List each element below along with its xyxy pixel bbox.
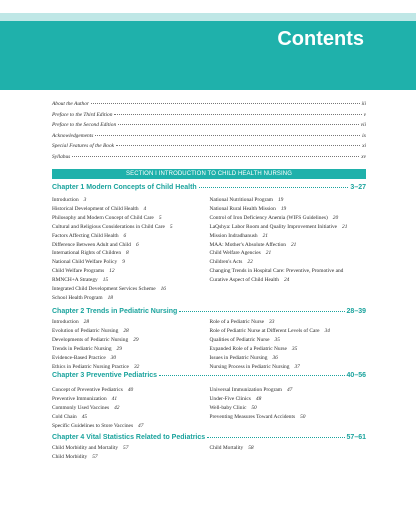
topic-page: 33 bbox=[269, 319, 275, 325]
chapter-topics bbox=[52, 196, 366, 303]
topic-entry[interactable] bbox=[210, 336, 367, 345]
topic-page: 6 bbox=[135, 241, 139, 248]
topic-title: Developments of Pediatric Nursing bbox=[52, 336, 129, 343]
dot-leader bbox=[159, 375, 344, 376]
topic-title: Child Welfare Agencies bbox=[209, 250, 261, 257]
topic-page: 58 bbox=[248, 445, 254, 451]
topic-page: 42 bbox=[114, 404, 120, 411]
chapter-heading[interactable] bbox=[52, 434, 366, 444]
topic-title: National Rural Health Mission bbox=[209, 205, 276, 212]
topic-entry[interactable] bbox=[210, 214, 367, 223]
front-matter-label: Preface to the Third Edition bbox=[52, 111, 113, 118]
topic-entry[interactable] bbox=[52, 285, 210, 294]
front-matter-page: xi bbox=[362, 143, 366, 150]
dot-leader bbox=[95, 135, 360, 136]
page-title: Contents bbox=[277, 28, 364, 50]
topic-title: MAA: Mother's Absolute Affection bbox=[209, 241, 286, 248]
topic-page: 37 bbox=[294, 363, 300, 370]
dot-leader bbox=[72, 156, 359, 157]
chapter-title: Chapter 2 Trends in Pediatric Nursing bbox=[52, 308, 178, 315]
topic-title: Role of a Pediatric Nurse bbox=[209, 319, 264, 325]
topic-title: Commonly Used Vaccines bbox=[52, 404, 110, 411]
topic-entry[interactable] bbox=[52, 336, 210, 345]
topic-page: 19 bbox=[277, 197, 284, 203]
chapter-page-range: 3–27 bbox=[350, 184, 366, 191]
front-matter-row[interactable] bbox=[52, 154, 366, 165]
topic-title: Qualities of Pediatric Nurse bbox=[209, 336, 270, 343]
topic-title: Control of Iron Deficiency Anemia (WIFS Guidelines) bbox=[209, 214, 328, 221]
chapter-topics bbox=[52, 318, 366, 371]
front-matter-row[interactable] bbox=[52, 133, 366, 144]
topic-entry[interactable] bbox=[52, 345, 210, 354]
topic-title: Under-Five Clinics bbox=[209, 395, 251, 402]
topic-title: Universal Immunization Program bbox=[209, 387, 282, 393]
topic-title: Ethics in Pediatric Nursing Practice bbox=[52, 363, 129, 370]
topic-entry[interactable] bbox=[52, 422, 210, 431]
topic-entry[interactable] bbox=[210, 267, 367, 285]
topic-page: 30 bbox=[110, 354, 117, 361]
front-matter-list bbox=[52, 101, 366, 165]
topic-column-right bbox=[210, 444, 367, 462]
topic-entry[interactable] bbox=[52, 232, 210, 241]
topic-entry[interactable] bbox=[52, 205, 210, 214]
front-matter-row[interactable] bbox=[52, 143, 366, 154]
dot-leader bbox=[118, 124, 358, 125]
topic-page: 20 bbox=[332, 214, 339, 221]
dot-leader bbox=[91, 103, 359, 104]
topic-title: Difference Between Adult and Child bbox=[52, 241, 131, 248]
topic-entry[interactable] bbox=[52, 404, 210, 413]
topic-page: 32 bbox=[133, 363, 140, 370]
dot-leader bbox=[207, 437, 344, 438]
topic-title: Concept of Preventive Pediatrics bbox=[52, 387, 123, 393]
topic-entry[interactable] bbox=[52, 327, 210, 336]
front-matter-label: Syllabus bbox=[52, 153, 71, 160]
chapter-title: Chapter 4 Vital Statistics Related to Pediatrics bbox=[52, 434, 206, 441]
front-matter-label: Special Features of the Book bbox=[52, 143, 115, 150]
topic-page: 57 bbox=[123, 445, 129, 451]
topic-entry[interactable] bbox=[210, 413, 367, 422]
front-matter-page: vii bbox=[360, 122, 366, 129]
topic-title: Child Welfare Programs bbox=[52, 268, 105, 275]
topic-title: Specific Guidelines to Store Vaccines bbox=[52, 422, 134, 429]
topic-entry[interactable] bbox=[210, 196, 367, 205]
topic-page: 18 bbox=[107, 294, 113, 301]
topic-title: Cultural and Religious Considerations in Child Care bbox=[52, 223, 165, 230]
topic-page: 3 bbox=[83, 197, 87, 203]
topic-title: Expanded Role of a Pediatric Nurse bbox=[209, 345, 287, 352]
topic-entry[interactable] bbox=[210, 258, 367, 267]
topic-entry[interactable] bbox=[52, 214, 210, 223]
topic-page: 24 bbox=[283, 277, 290, 284]
dot-leader bbox=[199, 187, 349, 188]
topic-entry[interactable] bbox=[210, 249, 367, 258]
topic-column-right bbox=[210, 386, 367, 431]
topic-entry[interactable] bbox=[210, 327, 367, 336]
topic-page: 21 bbox=[290, 241, 297, 248]
topic-title: National Nutritional Program bbox=[209, 197, 273, 203]
topic-page: 34 bbox=[324, 327, 330, 334]
topic-column-left bbox=[52, 196, 210, 303]
topic-title: International Rights of Children bbox=[52, 250, 122, 257]
topic-title: Issues in Pediatric Nursing bbox=[209, 354, 268, 361]
topic-page: 12 bbox=[109, 268, 115, 275]
topic-page: 5 bbox=[158, 214, 162, 221]
topic-entry[interactable] bbox=[210, 386, 367, 395]
topic-entry[interactable] bbox=[52, 196, 210, 205]
chapter-topics bbox=[52, 386, 366, 431]
topic-title: Evolution of Pediatric Nursing bbox=[52, 327, 119, 334]
topic-title: Trends in Pediatric Nursing bbox=[52, 345, 112, 352]
topic-entry[interactable] bbox=[52, 395, 210, 404]
topic-entry[interactable] bbox=[52, 386, 210, 395]
front-matter-row[interactable] bbox=[52, 101, 366, 112]
chapter-heading[interactable] bbox=[52, 184, 366, 194]
topic-entry[interactable] bbox=[52, 249, 210, 258]
topic-page: 45 bbox=[81, 413, 88, 420]
topic-title: School Health Program bbox=[52, 294, 103, 301]
topic-title: Mission Indradhanush bbox=[209, 232, 258, 239]
front-matter-page: ix bbox=[362, 132, 366, 139]
topic-title: Introduction bbox=[52, 197, 79, 203]
topic-entry[interactable] bbox=[52, 241, 210, 250]
topic-page: 4 bbox=[143, 205, 147, 212]
chapter-heading[interactable] bbox=[52, 372, 366, 382]
topic-entry[interactable] bbox=[210, 354, 367, 363]
topic-entry[interactable] bbox=[52, 294, 210, 303]
topic-entry[interactable] bbox=[210, 395, 367, 404]
contents-banner bbox=[0, 0, 416, 90]
dot-leader bbox=[116, 145, 360, 146]
dot-leader bbox=[179, 311, 344, 312]
front-matter-row[interactable] bbox=[52, 122, 366, 133]
front-matter-label: About the Author bbox=[52, 101, 90, 107]
topic-page: 5 bbox=[169, 223, 173, 230]
topic-entry[interactable] bbox=[210, 363, 367, 372]
topic-page: 48 bbox=[255, 395, 262, 402]
topic-title: Historical Development of Child Health bbox=[52, 205, 139, 212]
front-matter-page: iii bbox=[361, 101, 366, 107]
topic-column-left bbox=[52, 318, 210, 371]
topic-page: 21 bbox=[265, 250, 272, 257]
topic-page: 29 bbox=[133, 336, 139, 343]
topic-entry[interactable] bbox=[52, 258, 210, 267]
topic-page: 40 bbox=[127, 387, 134, 393]
topic-title: Integrated Child Development Services Scheme bbox=[52, 286, 156, 293]
topic-entry[interactable] bbox=[52, 267, 210, 276]
section-heading: SECTION I INTRODUCTION TO CHILD HEALTH NURSING bbox=[52, 169, 366, 179]
front-matter-page: v bbox=[363, 111, 366, 118]
topic-title: Preventing Measures Toward Accidents bbox=[209, 413, 296, 420]
topic-title: RMNCH+A Strategy bbox=[52, 277, 98, 284]
chapter-page-range: 28–39 bbox=[346, 308, 366, 315]
topic-column-left bbox=[52, 444, 210, 462]
topic-entry[interactable] bbox=[210, 345, 367, 354]
banner-light-band bbox=[0, 13, 416, 21]
topic-title: Introduction bbox=[52, 319, 79, 325]
topic-page: 6 bbox=[123, 232, 127, 239]
topic-entry[interactable] bbox=[52, 413, 210, 422]
topic-title: National Child Welfare Policy bbox=[52, 259, 118, 266]
topic-page: 15 bbox=[102, 277, 109, 284]
front-matter-row[interactable] bbox=[52, 112, 366, 123]
topic-title: Changing Trends in Hospital Care: Preventive, Promotive and Curative Aspect of Child Health bbox=[209, 268, 344, 284]
topic-page: 47 bbox=[286, 387, 293, 393]
topic-title: Philosophy and Modern Concept of Child Care bbox=[52, 214, 154, 221]
topic-page: 16 bbox=[160, 286, 166, 293]
topic-page: 47 bbox=[138, 422, 144, 429]
topic-title: Cold Chain bbox=[52, 413, 77, 420]
topic-title: Evidence-Based Practice bbox=[52, 354, 106, 361]
topic-entry[interactable] bbox=[52, 276, 210, 285]
topic-title: Factors Affecting Child Health bbox=[52, 232, 119, 239]
topic-entry[interactable] bbox=[52, 318, 210, 327]
topic-page: 9 bbox=[122, 259, 125, 266]
front-matter-label: Acknowledgements bbox=[52, 132, 94, 139]
topic-page: 21 bbox=[342, 223, 348, 230]
chapter-page-range: 57–61 bbox=[346, 434, 366, 441]
topic-title: Role of Pediatric Nurse at Different Levels of Care bbox=[209, 327, 320, 334]
topic-page: 36 bbox=[272, 354, 278, 361]
topic-column-left bbox=[52, 386, 210, 431]
chapter-heading[interactable] bbox=[52, 308, 366, 318]
topic-page: 35 bbox=[274, 336, 280, 343]
topic-page: 50 bbox=[251, 404, 257, 411]
topic-title: Well-baby Clinic bbox=[209, 404, 247, 411]
topic-page: 22 bbox=[247, 259, 253, 266]
banner-top-margin bbox=[0, 0, 416, 13]
topic-page: 35 bbox=[291, 345, 298, 352]
topic-title: Children's Acts bbox=[209, 259, 243, 266]
topic-entry[interactable] bbox=[52, 363, 210, 372]
topic-entry[interactable] bbox=[210, 318, 367, 327]
topic-entry[interactable] bbox=[52, 223, 210, 232]
topic-entry[interactable] bbox=[210, 241, 367, 250]
topic-entry[interactable] bbox=[52, 444, 210, 453]
topic-title: Nursing Process in Pediatric Nursing bbox=[209, 363, 290, 370]
topic-page: 50 bbox=[300, 413, 306, 420]
topic-page: 21 bbox=[262, 232, 268, 239]
topic-page: 28 bbox=[123, 327, 129, 334]
topic-entry[interactable] bbox=[52, 453, 210, 462]
topic-title: Child Mortality bbox=[209, 445, 244, 451]
topic-page: 28 bbox=[83, 319, 90, 325]
dot-leader bbox=[114, 114, 361, 115]
topic-entry[interactable] bbox=[210, 404, 367, 413]
topic-title: LaQshya: Labor Room and Quality Improvement Initiative bbox=[209, 223, 338, 230]
front-matter-page: xv bbox=[361, 153, 366, 160]
topic-entry[interactable] bbox=[52, 354, 210, 363]
chapter-topics bbox=[52, 444, 366, 462]
topic-column-right bbox=[210, 196, 367, 303]
topic-page: 29 bbox=[116, 345, 122, 352]
topic-page: 57 bbox=[92, 453, 98, 460]
topic-title: Child Morbidity bbox=[52, 453, 88, 460]
topic-title: Child Morbidity and Mortality bbox=[52, 445, 119, 451]
topic-column-right bbox=[210, 318, 367, 371]
topic-page: 8 bbox=[126, 250, 129, 257]
topic-entry[interactable] bbox=[210, 223, 367, 232]
chapter-title: Chapter 3 Preventive Pediatrics bbox=[52, 372, 158, 379]
topic-entry[interactable] bbox=[210, 444, 367, 453]
front-matter-label: Preface to the Second Edition bbox=[52, 122, 117, 129]
topic-entry[interactable] bbox=[210, 232, 367, 241]
topic-page: 19 bbox=[280, 205, 287, 212]
topic-page: 41 bbox=[111, 395, 118, 402]
topic-title: Preventive Immunization bbox=[52, 395, 107, 402]
topic-entry[interactable] bbox=[210, 205, 367, 214]
chapter-page-range: 40–56 bbox=[346, 372, 366, 379]
chapter-title: Chapter 1 Modern Concepts of Child Health bbox=[52, 184, 197, 191]
